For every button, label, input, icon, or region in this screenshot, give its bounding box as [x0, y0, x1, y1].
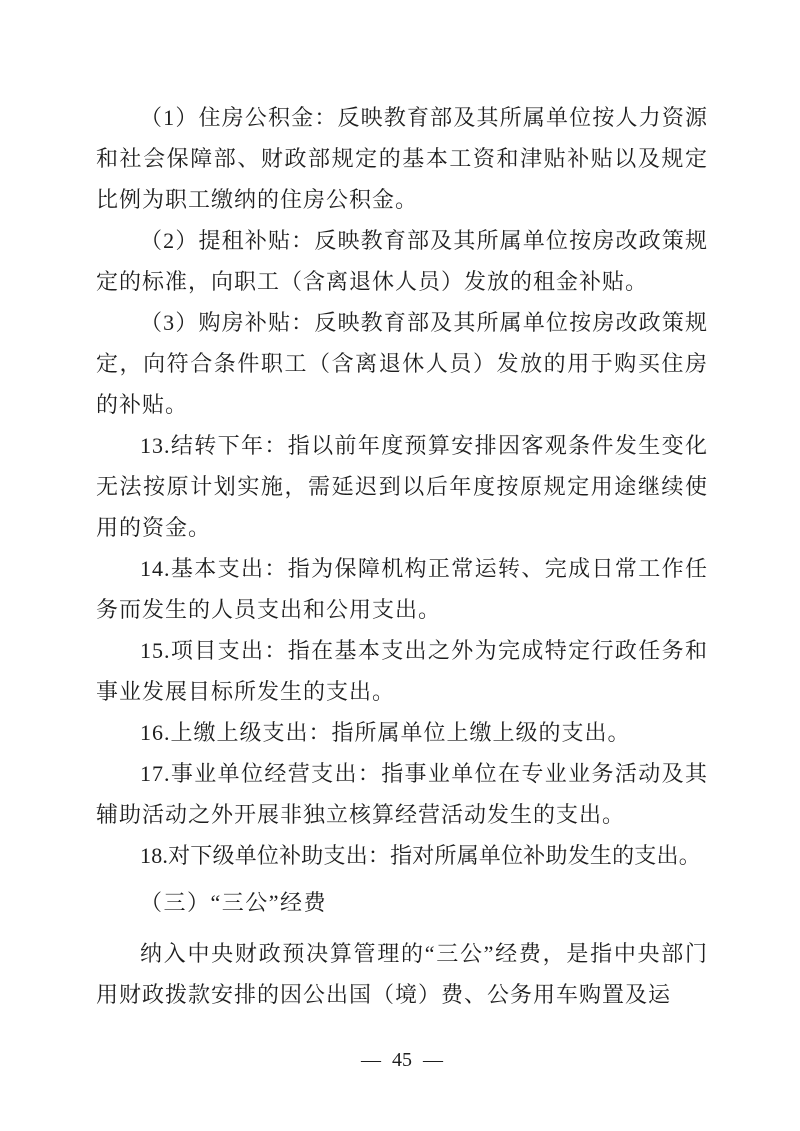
paragraph-basic-expenditure: 14.基本支出：指为保障机构正常运转、完成日常工作任务而发生的人员支出和公用支出。 [96, 556, 708, 622]
paragraph-remit-superior: 16.上缴上级支出：指所属单位上缴上级的支出。 [140, 720, 631, 745]
paragraph-housing-fund: （1）住房公积金：反映教育部及其所属单位按人力资源和社会保障部、财政部规定的基本工资和津贴补贴以及规定比例为职工缴纳的住房公积金。 [96, 105, 708, 212]
paragraph-purchase-subsidy: （3）购房补贴：反映教育部及其所属单位按房改政策规定，向符合条件职工（含离退休人员）发放的用于购买住房的补贴。 [96, 310, 708, 417]
paragraph-project-expenditure: 15.项目支出：指在基本支出之外为完成特定行政任务和事业发展目标所发生的支出。 [96, 638, 708, 704]
page-number: — 45 — [361, 1049, 443, 1071]
section-heading-three-public-funds: （三）“三公”经费 [140, 890, 328, 915]
paragraph-rent-subsidy: （2）提租补贴：反映教育部及其所属单位按房改政策规定的标准，向职工（含离退休人员）发放的租金补贴。 [96, 228, 708, 294]
paragraph-carryover-funds: 13.结转下年：指以前年度预算安排因客观条件发生变化无法按原计划实施，需延迟到以后年度按原规定用途继续使用的资金。 [96, 433, 708, 540]
paragraph-three-public-intro: 纳入中央财政预决算管理的“三公”经费，是指中央部门用财政拨款安排的因公出国（境）费、公务用车购置及运 [96, 941, 708, 1007]
paragraph-operating-expenditure: 17.事业单位经营支出：指事业单位在专业业务活动及其辅助活动之外开展非独立核算经营活动发生的支出。 [96, 761, 708, 827]
paragraph-subsidy-subordinate: 18.对下级单位补助支出：指对所属单位补助发生的支出。 [140, 843, 701, 868]
